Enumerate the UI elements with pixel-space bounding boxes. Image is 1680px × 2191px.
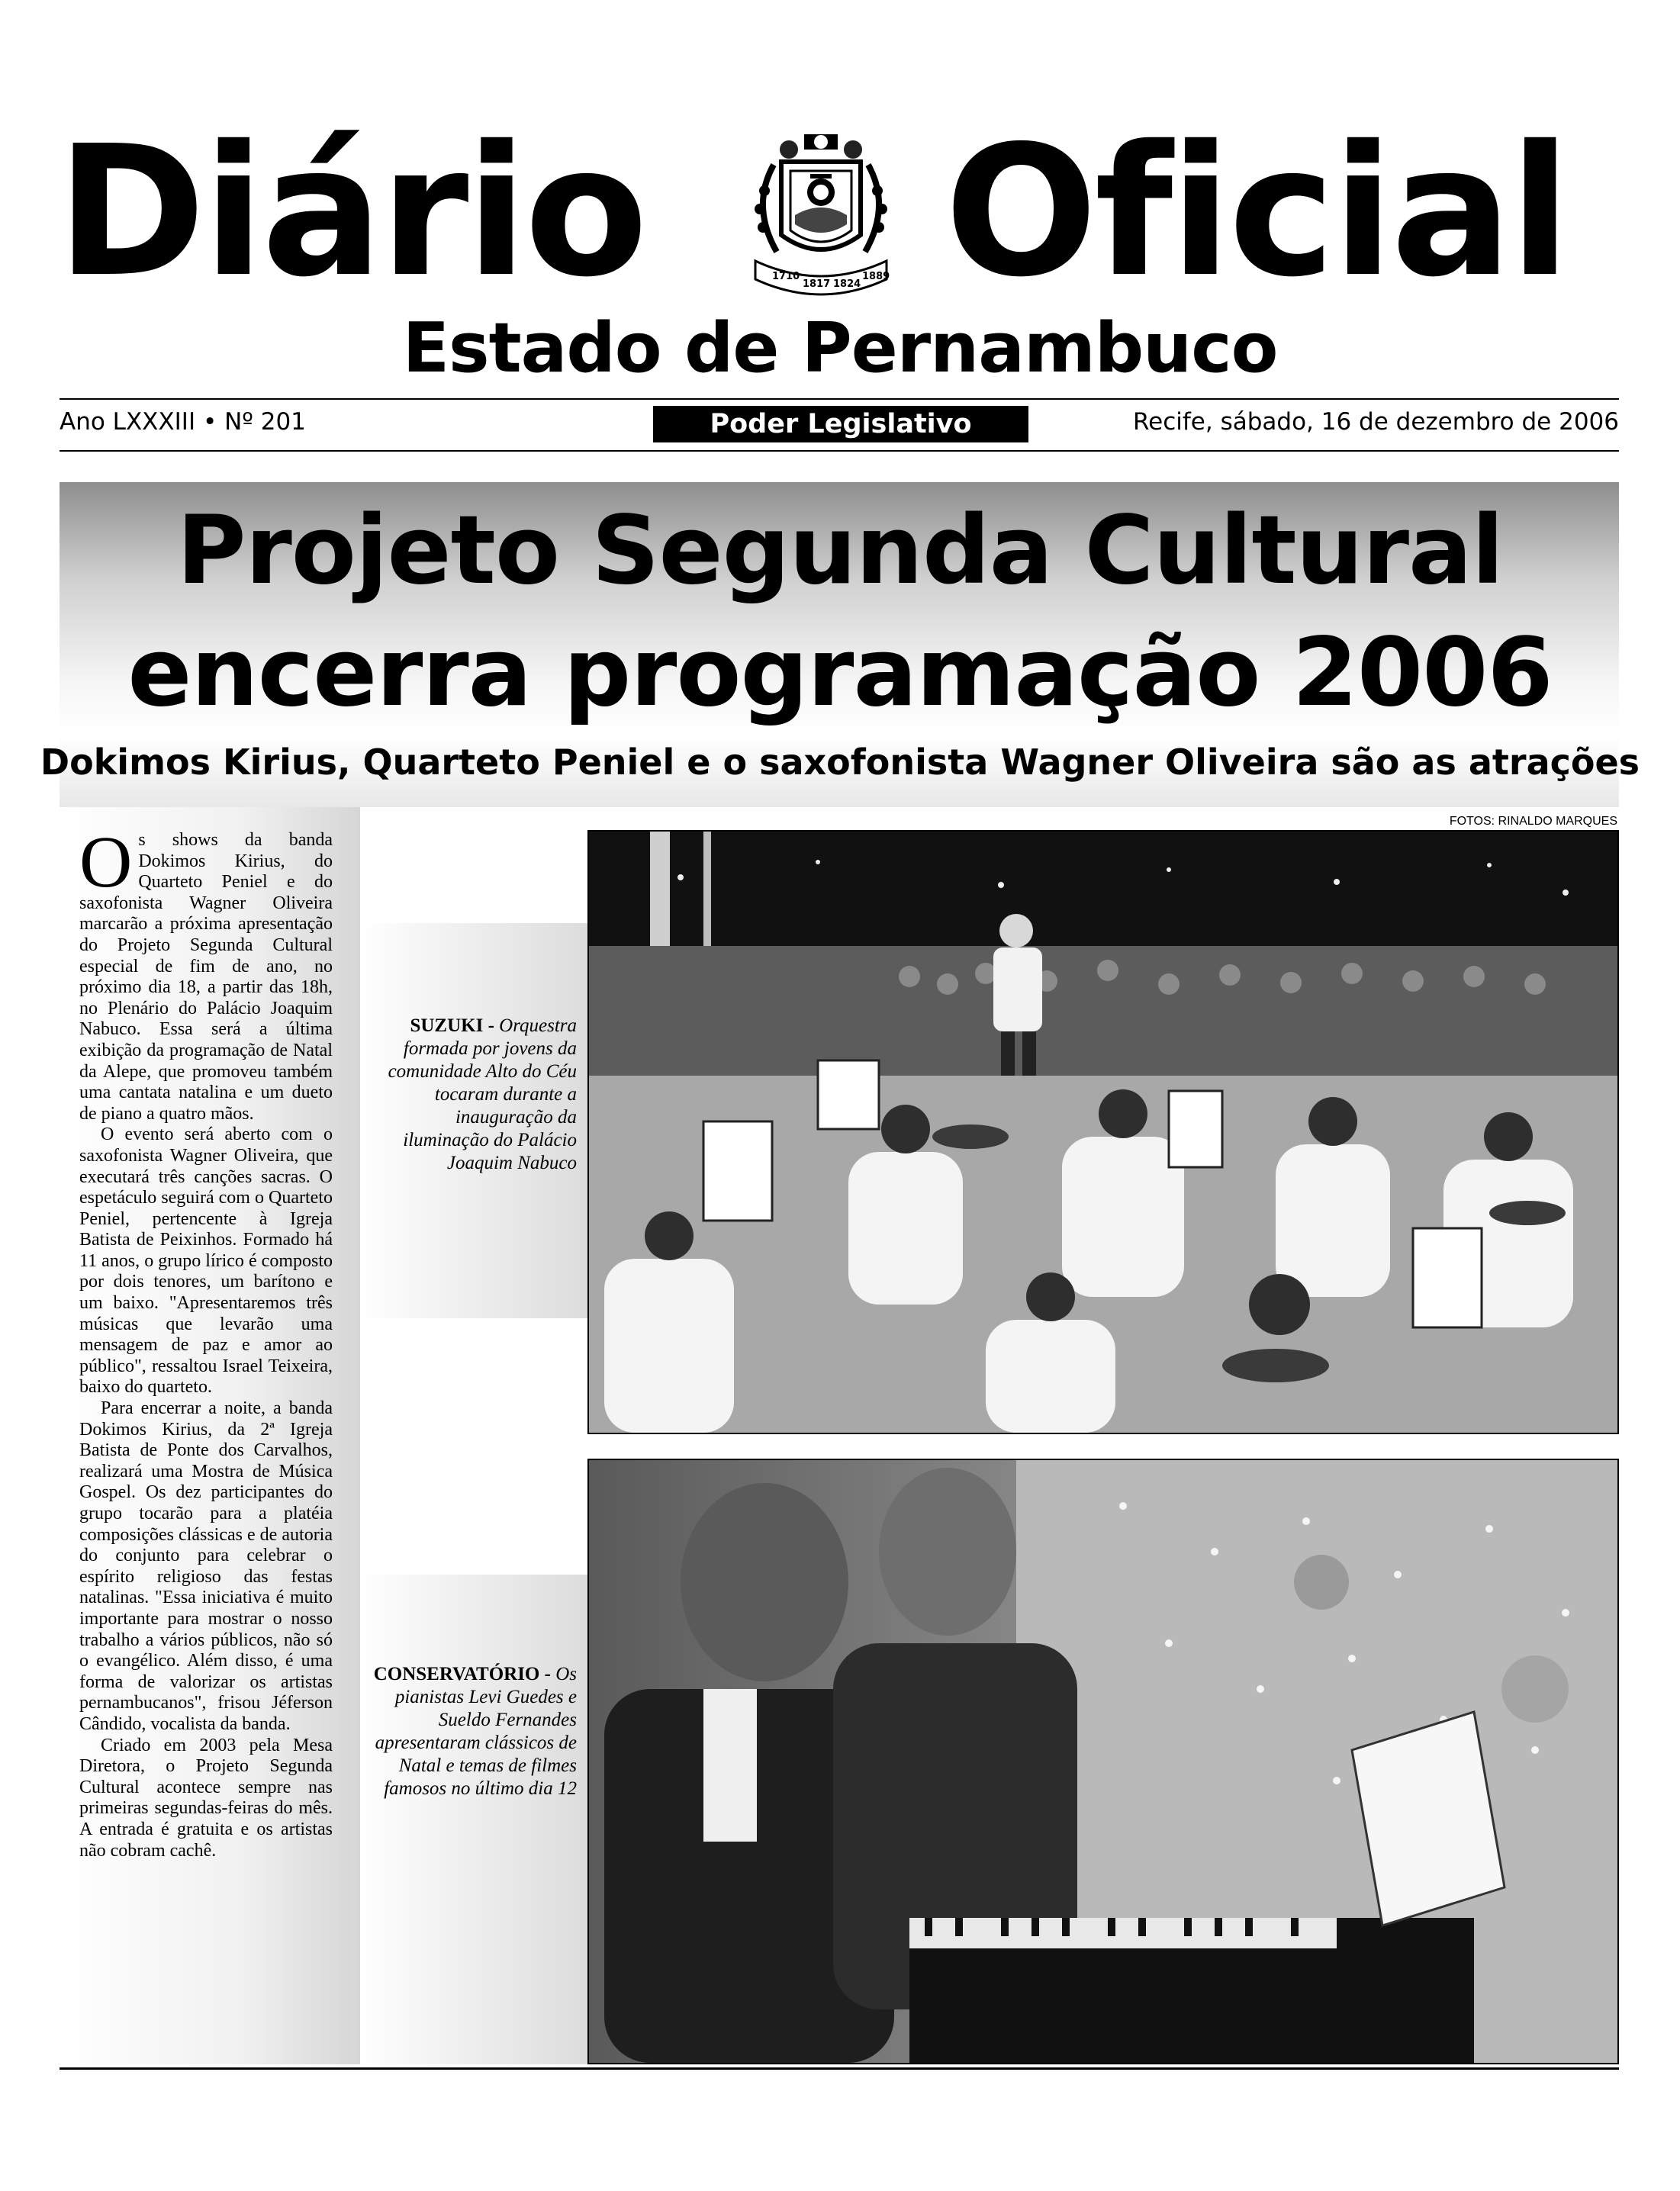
seal-year-3: 1824 — [833, 278, 861, 290]
masthead-title-right: Oficial — [945, 107, 1569, 317]
seal-year-4: 1889 — [862, 271, 890, 282]
pianists-photo — [587, 1459, 1619, 2064]
masthead-title-left: Diário — [56, 107, 645, 317]
article-paragraph-1-text: s shows da banda Dokimos Kirius, do Quarteto Peniel e do saxofonista Wagner Oliveira marcarão a próxima apresentação do Projeto Segunda Cultural especial de fim de ano, no próximo dia 18, a partir das 18h, no Plenário do Palácio Joaquim Nabuco. Essa será a última exibição da programação de Natal da Alepe, que promoveu também uma cantata natalina e um dueto de piano a quatro mãos. — [79, 830, 333, 1124]
drop-cap: O — [79, 821, 133, 902]
edition-number: Ano LXXXIII • Nº 201 — [60, 408, 306, 436]
seal-year-1: 1710 — [772, 271, 800, 282]
caption-2 — [366, 1663, 577, 1800]
photo-credit: FOTOS: RINALDO MARQUES — [1449, 815, 1617, 828]
masthead-subtitle: Estado de Pernambuco — [402, 308, 1278, 388]
caption-2-background — [360, 1575, 587, 2064]
article-paragraph-2: O evento será aberto com o saxofonista Wagner Oliveira, que executará três canções sacras. O espetáculo seguirá com o Quarteto Peniel, pertencente à Igreja Batista de Peixinhos. Formado há 11 anos, o grupo lírico é composto por dois tenores, um barítono e um baixo. "Apresentaremos três músicas que levarão uma mensagem de paz e amor ao público", ressaltou Israel Teixeira, baixo do quarteto. — [79, 1124, 333, 1398]
headline-deck: Dokimos Kirius, Quarteto Peniel e o saxofonista Wagner Oliveira são as atrações — [40, 742, 1640, 783]
pianists-photo-image — [589, 1460, 1617, 2063]
header-rule-bottom — [60, 450, 1619, 452]
article-paragraph-1 — [79, 821, 333, 1124]
section-badge: Poder Legislativo — [653, 406, 1028, 442]
article-body — [79, 821, 333, 1861]
caption-2-lead: CONSERVATÓRIO - — [373, 1664, 551, 1684]
caption-1 — [366, 1015, 577, 1175]
caption-2-text: Os pianistas Levi Guedes e Sueldo Fernandes apresentaram clássicos de Natal e temas de filmes famosos no último dia 12 — [375, 1664, 577, 1799]
orchestra-photo-image — [589, 832, 1617, 1433]
headline-line-1: Projeto Segunda Cultural — [176, 496, 1504, 606]
orchestra-photo — [587, 830, 1619, 1434]
seal-year-2: 1817 — [803, 278, 831, 290]
article-paragraph-3: Para encerrar a noite, a banda Dokimos Kirius, da 2ª Igreja Batista de Ponte dos Carvalhos, realizará uma Mostra de Música Gospel. Os dez participantes do grupo tocarão para a platéia composições clássicas e de autoria do conjunto para celebrar o espírito religioso das festas natalinas. "Essa iniciativa é muito importante para mostrar o nosso trabalho a vários públicos, não só o evangélico. Além disso, é uma forma de valorizar os artistas pernambucanos", frisou Jéferson Cândido, vocalista da banda. — [79, 1398, 333, 1734]
header-rule-top — [60, 398, 1619, 400]
footer-rule — [60, 2067, 1619, 2070]
state-seal-icon — [737, 130, 905, 305]
article-paragraph-4: Criado em 2003 pela Mesa Diretora, o Projeto Segunda Cultural acontece sempre nas primeiras segundas-feiras do mês. A entrada é gratuita e os artistas não cobram cachê. — [79, 1735, 333, 1861]
caption-1-lead: SUZUKI - — [410, 1015, 494, 1036]
caption-1-text: Orquestra formada por jovens da comunidade Alto do Céu tocaram durante a inauguração da iluminação do Palácio Joaquim Nabuco — [388, 1015, 577, 1173]
dateline: Recife, sábado, 16 de dezembro de 2006 — [1133, 408, 1619, 436]
headline-line-2: encerra programação 2006 — [127, 618, 1553, 728]
